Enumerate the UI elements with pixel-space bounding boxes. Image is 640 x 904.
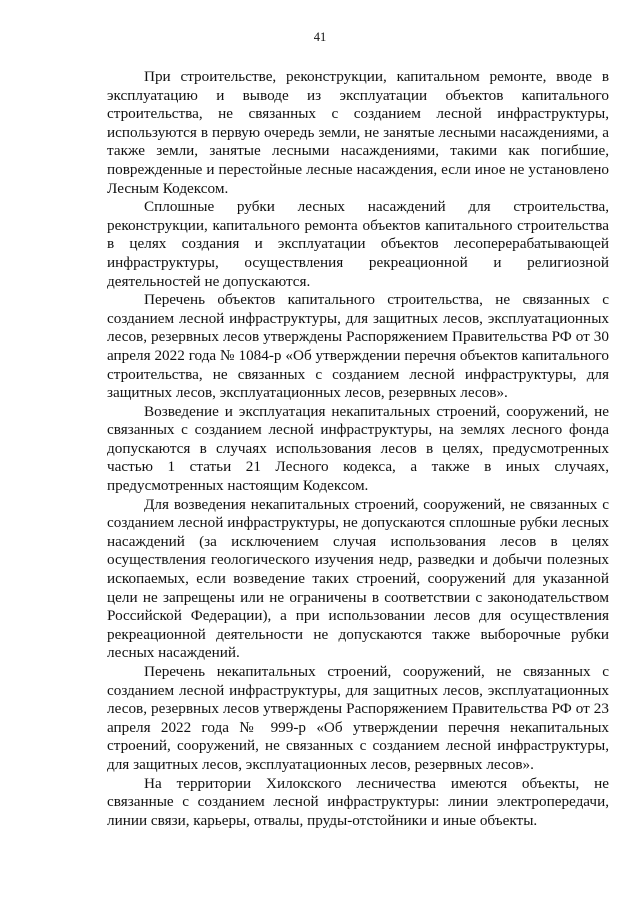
paragraph-clear-cutting-prohibition: Сплошные рубки лесных насаждений для строительства, реконструкции, капитального ремонта объектов капитального строительства в целях создания и эксплуатации объектов лесоперерабатывающей инфраструктуры, осуществления рекреационной и религиозной деятельностей не допускаются. <box>107 198 609 290</box>
paragraph-non-capital-structures: Возведение и эксплуатация некапитальных строений, сооружений, не связанных с созданием лесной инфраструктуры, на землях лесного фонда допускаются в случаях использования лесов в целях, предусмотренных частью 1 статьи 21 Лесного кодекса, а также в иных случаях, предусмотренных настоящим Кодексом. <box>107 402 609 495</box>
paragraph-capital-objects-list: Перечень объектов капитального строительства, не связанных с созданием лесной инфраструктуры, для защитных лесов, эксплуатационных лесов, резервных лесов утверждены Распоряжением Правительства РФ от 30 апреля 2022 года № 1084-р «Об утверждении перечня объектов капитального строительства, не связанных с созданием лесной инфраструктуры, для защитных лесов, эксплуатационных лесов, резервных лесов». <box>107 291 609 402</box>
paragraph-construction-lands: При строительстве, реконструкции, капитальном ремонте, вводе в эксплуатацию и выводе из эксплуатации объектов капитального строительства, не связанных с созданием лесной инфраструктуры, используются в первую очередь земли, не занятые лесными насаждениями, а также земли, занятые лесными насаждениями, такими как погибшие, поврежденные и перестойные лесные насаждения, если иное не установлено Лесным Кодексом. <box>107 68 609 197</box>
document-body <box>107 68 609 830</box>
page-number: 41 <box>313 30 327 44</box>
paragraph-non-capital-objects-list: Перечень некапитальных строений, сооружений, не связанных с созданием лесной инфраструктуры, для защитных лесов, эксплуатационных лесов, резервных лесов утверждены Распоряжением Правительства РФ от 23 апреля 2022 года № 999-р «Об утверждении перечня некапитальных строений, сооружений, не связанных с созданием лесной инфраструктуры, для защитных лесов, эксплуатационных лесов, резервных лесов». <box>107 663 609 773</box>
paragraph-khilok-forestry-objects: На территории Хилокского лесничества имеются объекты, не связанные с созданием лесной инфраструктуры: линии электропередачи, линии связи, карьеры, отвалы, пруды-отстойники и иные объекты. <box>107 774 609 829</box>
paragraph-non-capital-cutting-rules: Для возведения некапитальных строений, сооружений, не связанных с созданием лесной инфраструктуры, не допускаются сплошные рубки лесных насаждений (за исключением случая использования лесов в целях осуществления геологического изучения недр, разведки и добычи полезных ископаемых, если возведение таких строений, сооружений для указанной цели не запрещены или не ограничены в соответствии с законодательством Российской Федерации), а при использовании лесов для осуществления рекреационной деятельности не допускаются также выборочные рубки лесных насаждений. <box>107 495 609 662</box>
